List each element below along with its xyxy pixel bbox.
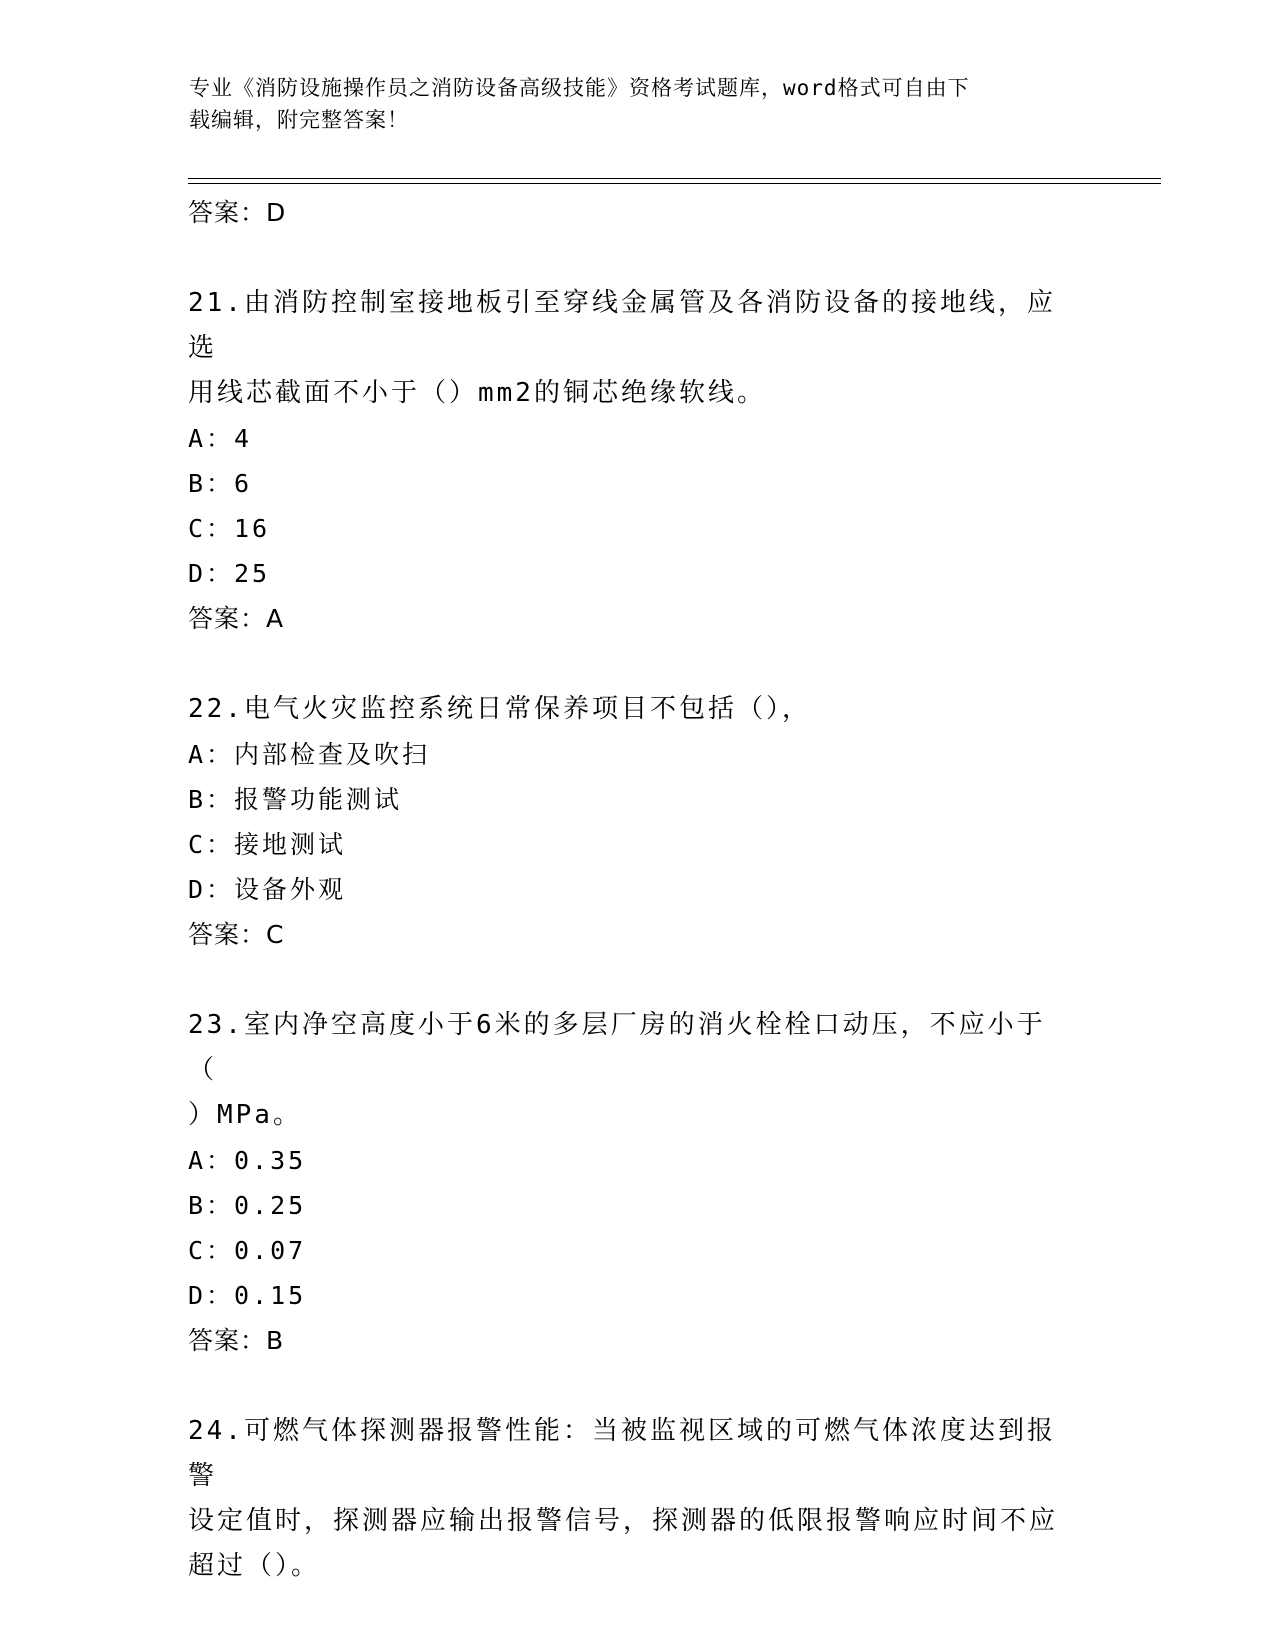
option-label: A：: [188, 424, 235, 453]
option-d: [188, 867, 1088, 912]
question-text-line: 21.由消防控制室接地板引至穿线金属管及各消防设备的接地线，应选: [188, 288, 1056, 363]
spacer: [188, 1363, 1088, 1409]
option-text: 0.25: [234, 1191, 307, 1220]
spacer: [188, 641, 1088, 687]
answer-line: 答案：B: [188, 1326, 285, 1355]
question-block: [188, 281, 1088, 641]
option-label: C：: [188, 514, 235, 543]
header-divider-top: [188, 178, 1161, 179]
question-text: [188, 1409, 1068, 1589]
option-label: B：: [188, 1191, 235, 1220]
question-text-line: ）MPa。: [188, 1100, 302, 1130]
option-text: 0.07: [234, 1236, 307, 1265]
option-b: [188, 461, 1088, 506]
spacer: [188, 235, 1088, 281]
option-text: 接地测试: [234, 830, 347, 859]
question-text: [188, 687, 1068, 732]
question-text-line: 超过（）。: [188, 1551, 321, 1581]
question-text: [188, 281, 1068, 416]
option-label: A：: [188, 1146, 235, 1175]
option-a: [188, 732, 1088, 777]
option-a: [188, 416, 1088, 461]
option-text: 设备外观: [234, 875, 347, 904]
question-text-line: 设定值时，探测器应输出报警信号，探测器的低限报警响应时间不应: [188, 1506, 1059, 1536]
header-divider-bottom: [188, 183, 1161, 184]
question-block: [188, 1003, 1088, 1363]
option-text: 4: [234, 424, 253, 453]
option-label: A：: [188, 740, 235, 769]
question-block: [188, 687, 1088, 957]
option-a: [188, 1138, 1088, 1183]
option-b: [188, 1183, 1088, 1228]
option-d: [188, 1273, 1088, 1318]
option-text: 报警功能测试: [234, 785, 403, 814]
option-text: 16: [234, 514, 271, 543]
header-line-2: 载编辑，附完整答案！: [189, 108, 409, 132]
option-label: C：: [188, 830, 235, 859]
header-line-1: 专业《消防设施操作员之消防设备高级技能》资格考试题库，word格式可自由下: [189, 76, 970, 100]
option-c: [188, 506, 1088, 551]
option-text: 0.35: [234, 1146, 307, 1175]
question-list: [188, 190, 1088, 1589]
answer-line: 答案：D: [188, 198, 287, 227]
option-d: [188, 551, 1088, 596]
spacer: [188, 957, 1088, 1003]
option-c: [188, 822, 1088, 867]
option-label: C：: [188, 1236, 235, 1265]
question-text-line: 24.可燃气体探测器报警性能：当被监视区域的可燃气体浓度达到报警: [188, 1416, 1056, 1491]
question-text: [188, 1003, 1068, 1138]
question-text-line: 22.电气火灾监控系统日常保养项目不包括（），: [188, 694, 811, 724]
option-label: B：: [188, 469, 235, 498]
option-c: [188, 1228, 1088, 1273]
option-text: 内部检查及吹扫: [234, 740, 431, 769]
question-text-line: 用线芯截面不小于（）mm2的铜芯绝缘软线。: [188, 378, 766, 408]
option-text: 0.15: [234, 1281, 307, 1310]
document-header: [189, 72, 1069, 136]
option-text: 6: [234, 469, 253, 498]
question-block: [188, 1409, 1088, 1589]
question-text-line: 23.室内净空高度小于6米的多层厂房的消火栓栓口动压，不应小于（: [188, 1010, 1046, 1085]
option-label: D：: [188, 875, 235, 904]
option-label: D：: [188, 559, 235, 588]
option-label: D：: [188, 1281, 235, 1310]
option-text: 25: [234, 559, 271, 588]
option-b: [188, 777, 1088, 822]
answer-line: 答案：C: [188, 920, 285, 949]
answer-line: 答案：A: [188, 604, 285, 633]
option-label: B：: [188, 785, 235, 814]
